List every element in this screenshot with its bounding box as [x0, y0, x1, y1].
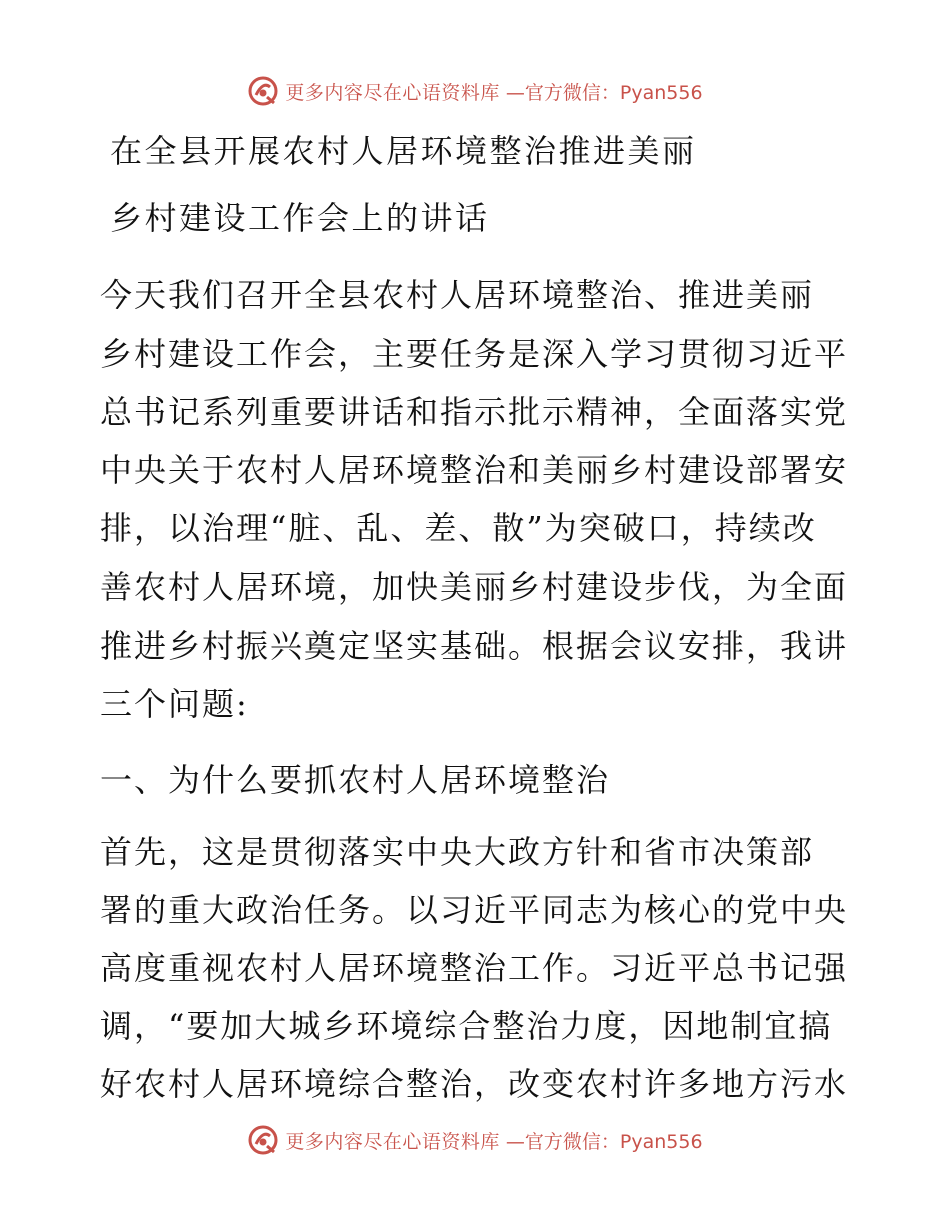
intro-line: 乡村建设工作会，主要任务是深入学习贯彻习近平 — [100, 335, 849, 373]
intro-line: 三个问题: — [100, 685, 249, 723]
doc-title-line-2: 乡村建设工作会上的讲话 — [110, 199, 490, 237]
section-heading-1: 一、为什么要抓农村人居环境整治 — [100, 761, 611, 799]
section-line: 署的重大政治任务。以习近平同志为核心的党中央 — [100, 891, 849, 929]
watermark-wechat-text: —官方微信：Pyan556 — [505, 1130, 703, 1153]
intro-line: 中央关于农村人居环境整治和美丽乡村建设部署安 — [100, 451, 849, 489]
seal-logo-icon — [247, 1124, 279, 1156]
intro-line: 今天我们召开全县农村人居环境整治、推进美丽 — [100, 276, 815, 314]
watermark-main-text: 更多内容尽在心语资料库 — [285, 1130, 500, 1153]
section-line: 好农村人居环境综合整治，改变农村许多地方污水 — [100, 1065, 849, 1103]
intro-line: 推进乡村振兴奠定坚实基础。根据会议安排，我讲 — [100, 627, 849, 665]
intro-line: 总书记系列重要讲话和指示批示精神，全面落实党 — [100, 393, 849, 431]
footer-watermark — [0, 1120, 950, 1160]
section-line: 高度重视农村人居环境整治工作。习近平总书记强 — [100, 949, 849, 987]
seal-logo-icon — [247, 75, 279, 107]
section-line: 首先，这是贯彻落实中央大政方针和省市决策部 — [100, 833, 815, 871]
intro-line: 排，以治理“脏、乱、差、散”为突破口，持续改 — [100, 509, 817, 547]
doc-title-line-1: 在全县开展农村人居环境整治推进美丽 — [110, 132, 697, 170]
section-line: 调，“要加大城乡环境综合整治力度，因地制宜搞 — [100, 1007, 833, 1045]
header-watermark — [0, 71, 950, 111]
watermark-wechat-text: —官方微信：Pyan556 — [505, 81, 703, 104]
watermark-main-text: 更多内容尽在心语资料库 — [285, 81, 500, 104]
intro-line: 善农村人居环境，加快美丽乡村建设步伐，为全面 — [100, 568, 849, 606]
